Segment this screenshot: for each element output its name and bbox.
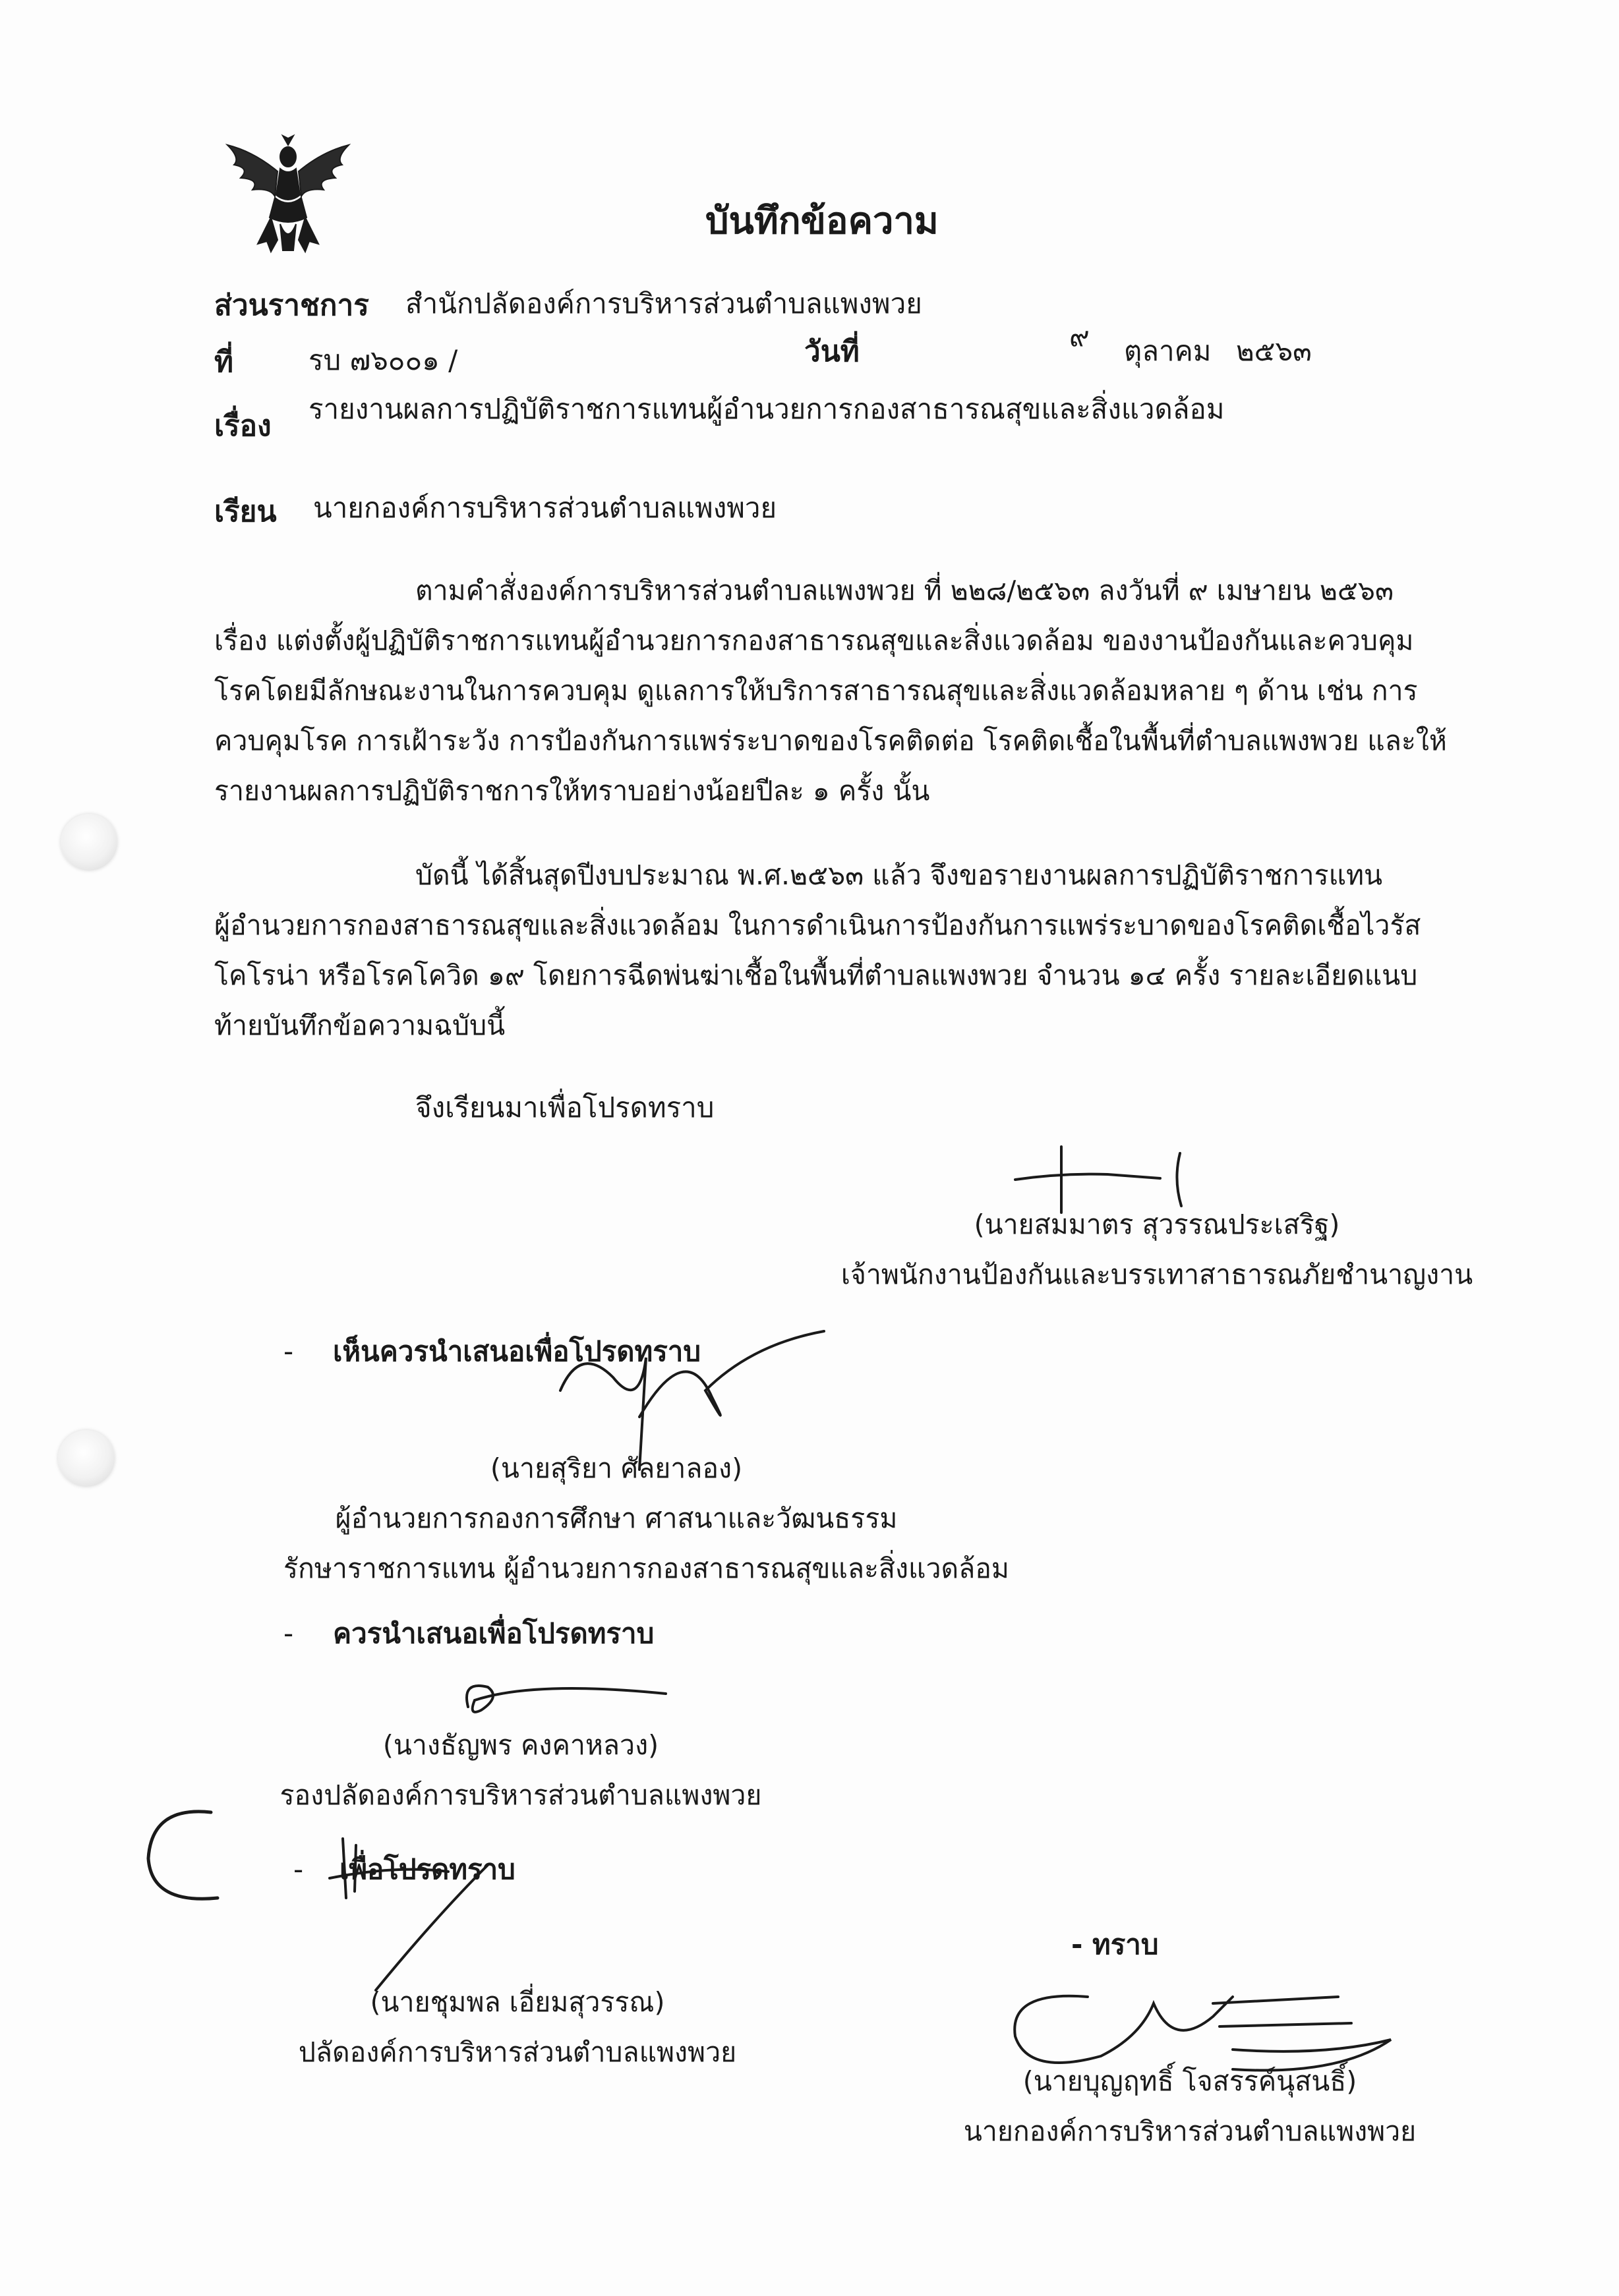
body-paragraph-1	[214, 565, 1473, 816]
paragraph-2-line: โคโรน่า หรือโรคโควิด ๑๙ โดยการฉีดพ่นฆ่าเชื้อในพื้นที่ตำบลแพงพวย จำนวน ๑๔ ครั้ง รายละเอียดแนบ	[214, 960, 1418, 991]
signature-endorsement-3	[316, 1825, 501, 1997]
paragraph-1-line: ตามคำสั่งองค์การบริหารส่วนตำบลแพงพวย ที่ ๒๒๘/๒๕๖๓ ลงวันที่ ๙ เมษายน ๒๕๖๓	[415, 575, 1394, 606]
endorsement-4-position: นายกองค์การบริหารส่วนตำบลแพงพวย	[963, 2115, 1417, 2147]
to-label: เรียน	[214, 495, 277, 529]
document-no-label: ที่	[214, 345, 234, 379]
paragraph-1-line: ควบคุมโรค การเฝ้าระวัง การป้องกันการแพร่ระบาดของโรคติดต่อ โรคติดเชื้อในพื้นที่ตำบลแพงพวย และให้	[214, 725, 1447, 757]
agency-value: สำนักปลัดองค์การบริหารส่วนตำบลแพงพวย	[405, 287, 922, 320]
endorsement-2-name: (นางธัญพร คงคาหลวง)	[382, 1729, 659, 1761]
signer-1-name: (นายสมมาตร สุวรรณประเสริฐ)	[974, 1209, 1340, 1240]
paragraph-1-line: เรื่อง แต่งตั้งผู้ปฏิบัติราชการแทนผู้อำนวยการกองสาธารณสุขและสิ่งแวดล้อม ของงานป้องกันและควบคุม	[214, 625, 1414, 656]
punch-hole-bottom	[58, 1430, 115, 1487]
signer-1-position: เจ้าพนักงานป้องกันและบรรเทาสาธารณภัยชำนาญงาน	[840, 1259, 1473, 1290]
paragraph-2-line: ผู้อำนวยการกองสาธารณสุขและสิ่งแวดล้อม ในการดำเนินการป้องกันการแพร่ระบาดของโรคติดเชื้อไวรัส	[214, 909, 1421, 941]
punch-hole-top	[61, 814, 117, 871]
paragraph-2-line: บัดนี้ ได้สิ้นสุดปีงบประมาณ พ.ศ.๒๕๖๓ แล้ว จึงขอรายงานผลการปฏิบัติราชการแทน	[415, 859, 1383, 891]
endorsement-3-block	[264, 1977, 771, 2077]
subject-value: รายงานผลการปฏิบัติราชการแทนผู้อำนวยการกองสาธารณสุขและสิ่งแวดล้อม	[309, 393, 1225, 425]
subject-label: เรื่อง	[214, 409, 272, 443]
date-year: ๒๕๖๓	[1236, 335, 1312, 367]
garuda-emblem-icon	[214, 132, 363, 264]
endorsement-4-name: (นายบุญฤทธิ์ โจสรรค์นุสนธิ์)	[1022, 2065, 1357, 2097]
endorsement-3-position: ปลัดองค์การบริหารส่วนตำบลแพงพวย	[298, 2036, 737, 2068]
endorsement-2-bullet: -	[283, 1617, 294, 1650]
agency-label: ส่วนราชการ	[214, 289, 369, 322]
endorsement-4-note: - ทราบ	[1071, 1928, 1159, 1961]
signature-endorsement-2	[455, 1667, 672, 1727]
closing-line: จึงเรียนมาเพื่อโปรดทราบ	[415, 1091, 715, 1124]
paragraph-1-line: โรคโดยมีลักษณะงานในการควบคุม ดูแลการให้บริการสาธารณสุขและสิ่งแวดล้อมหลาย ๆ ด้าน เช่น การ	[214, 675, 1418, 706]
endorsement-2-block	[257, 1720, 784, 1820]
date-label: วันที่	[804, 335, 860, 368]
body-paragraph-2	[214, 850, 1473, 1050]
endorsement-3-name: (นายชุมพล เอี่ยมสุวรรณ)	[370, 1986, 665, 2018]
signer-1-block	[831, 1199, 1483, 1300]
date-month: ตุลาคม	[1124, 335, 1212, 367]
document-no-value: รบ ๗๖๐๐๑ /	[309, 344, 458, 376]
endorsement-1-position-1: ผู้อำนวยการกองการศึกษา ศาสนาและวัฒนธรรม	[335, 1503, 898, 1534]
endorsement-3-note: เพื่อโปรดทราบ	[339, 1853, 515, 1885]
endorsement-2-position: รองปลัดองค์การบริหารส่วนตำบลแพงพวย	[280, 1779, 762, 1811]
paragraph-2-line: ท้ายบันทึกข้อความฉบับนี้	[214, 1010, 506, 1041]
endorsement-3-bullet: -	[293, 1853, 304, 1885]
endorsement-1-bullet: -	[283, 1335, 294, 1367]
signature-endorsement-3-mark	[125, 1799, 257, 1911]
endorsement-1-position-2: รักษาราชการแทน ผู้อำนวยการกองสาธารณสุขและสิ่งแวดล้อม	[283, 1553, 1009, 1584]
to-value: นายกองค์การบริหารส่วนตำบลแพงพวย	[313, 492, 777, 524]
endorsement-2-note: ควรนำเสนอเพื่อโปรดทราบ	[333, 1617, 655, 1650]
endorsement-1-block	[283, 1443, 1009, 1593]
endorsement-1-note: เห็นควรนำเสนอเพื่อโปรดทราบ	[333, 1335, 701, 1367]
date-day: ๙	[1069, 320, 1090, 353]
endorsement-4-block	[936, 2056, 1444, 2156]
memo-title: บันทึกข้อความ	[705, 200, 939, 243]
endorsement-1-name: (นายสุริยา ศัลยาลอง)	[490, 1452, 743, 1484]
paragraph-1-line: รายงานผลการปฏิบัติราชการให้ทราบอย่างน้อยปีละ ๑ ครั้ง นั้น	[214, 775, 930, 807]
